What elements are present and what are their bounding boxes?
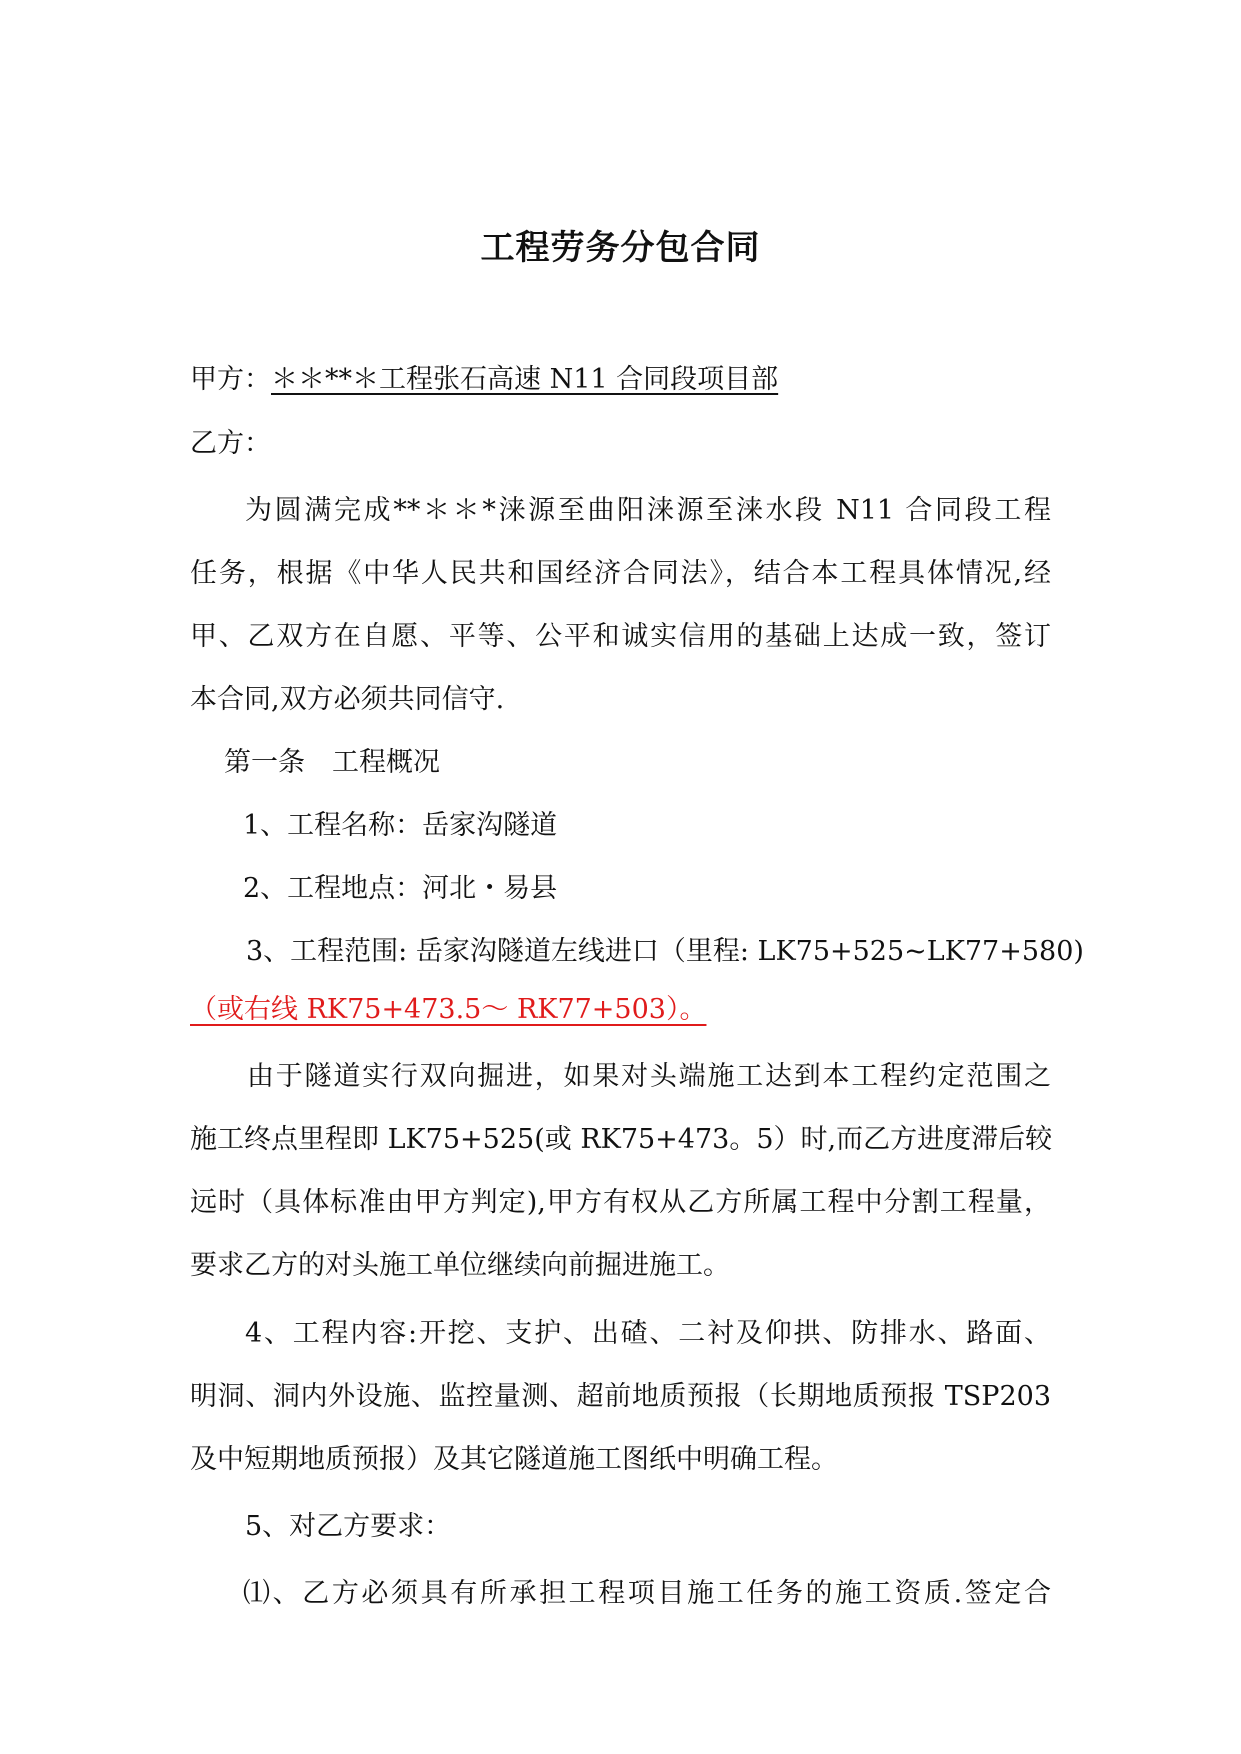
scope-paragraph-line-1: 由于隧道实行双向掘进，如果对头端施工达到本工程约定范围之 [247,1061,1051,1092]
item-project-scope-note: （或右线 RK75+473.5～ RK77+503）。 [190,994,707,1025]
scope-paragraph-line-3: 远时（具体标准由甲方判定),甲方有权从乙方所属工程中分割工程量， [190,1187,1051,1218]
item-project-name: 1、工程名称：岳家沟隧道 [243,810,558,841]
intro-line-2: 任务，根据《中华人民共和国经济合同法》，结合本工程具体情况,经 [190,558,1051,589]
article-1-heading: 第一条 工程概况 [224,747,440,778]
item-work-content-line-2: 明洞、洞内外设施、监控量测、超前地质预报（长期地质预报 TSP203 [190,1381,1051,1412]
party-a-value: ＊＊**＊工程张石高速 N11 合同段项目部 [271,364,779,395]
item-requirement-1: ⑴、乙方必须具有所承担工程项目施工任务的施工资质.签定合 [243,1578,1051,1609]
party-a-line [190,360,778,400]
intro-line-3: 甲、乙双方在自愿、平等、公平和诚实信用的基础上达成一致，签订 [190,621,1051,652]
item-work-content-line-1: 4、工程内容:开挖、支护、出碴、二衬及仰拱、防排水、路面、 [245,1318,1051,1349]
item-project-location: 2、工程地点：河北・易县 [243,873,558,904]
scope-paragraph-line-4: 要求乙方的对头施工单位继续向前掘进施工。 [190,1250,730,1281]
document-title: 工程劳务分包合同 [480,228,761,268]
party-b-label: 乙方： [190,428,271,459]
intro-line-4: 本合同,双方必须共同信守. [190,684,505,715]
item-project-scope: 3、工程范围: 岳家沟隧道左线进口（里程: LK75+525~LK77+580) [246,936,1084,967]
item-requirements: 5、对乙方要求： [245,1511,452,1542]
item-work-content-line-3: 及中短期地质预报）及其它隧道施工图纸中明确工程。 [190,1444,838,1475]
party-a-label: 甲方： [190,364,271,395]
scope-paragraph-line-2: 施工终点里程即 LK75+525(或 RK75+473。5）时,而乙方进度滞后较 [190,1124,1053,1155]
intro-line-1: 为圆满完成**＊＊*涞源至曲阳涞源至涞水段 N11 合同段工程 [245,495,1051,526]
